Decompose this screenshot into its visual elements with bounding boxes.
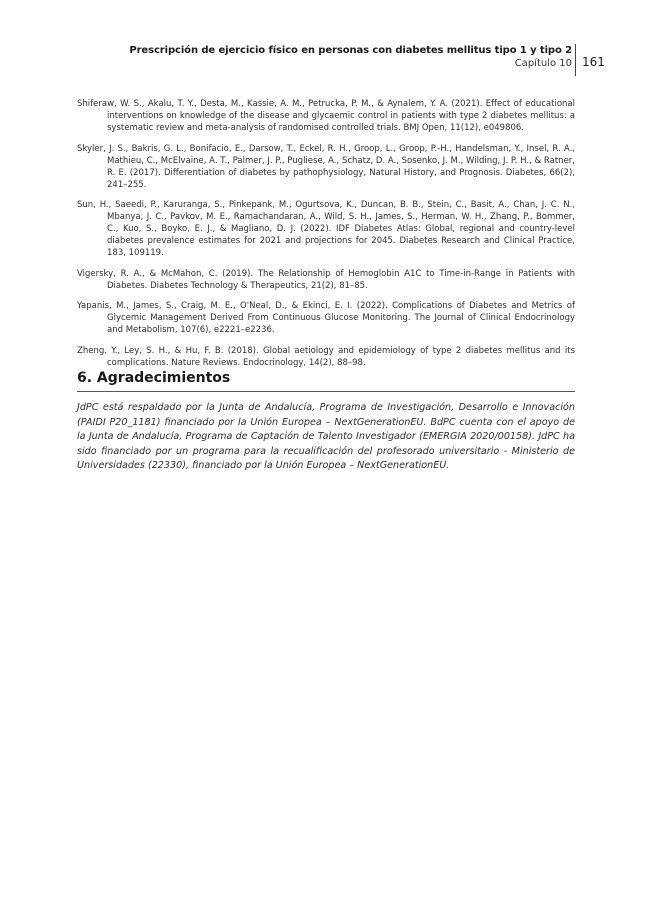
running-header-chapter: Capítulo 10 — [514, 58, 572, 69]
reference-list — [77, 98, 575, 375]
acknowledgements-paragraph: JdPC está respaldado por la Junta de Andalucía, Programa de Investigación, Desarrollo e Innovación (PAIDI P20_1181) financiado por la Unión Europea – NextGenerationEU. BdPC cuenta con el apoyo de la Junta de Andalucía, Programa de Captación de Talento Investigador (EMERGIA 2020/00158). JdPC ha sido financiado por un programa para la recualificación del profesorado universitario - Ministerio de Universidades (22330), financiado por la Unión Europea – NextGenerationEU. — [77, 402, 575, 471]
reference-entry: Yapanis, M., James, S., Craig, M. E., O'Neal, D., & Ekinci, E. I. (2022). Complications of Diabetes and Metrics of Glycemic Management Derived From Continuous Glucose Monitoring. The Journal of Clinical Endocrinology and Metabolism, 107(6), e2221–e2236. — [77, 301, 575, 335]
running-header-title: Prescripción de ejercicio físico en personas con diabetes mellitus tipo 1 y tipo 2 — [129, 45, 572, 56]
reference-entry: Vigersky, R. A., & McMahon, C. (2019). The Relationship of Hemoglobin A1C to Time-in-Range in Patients with Diabetes. Diabetes Technology & Therapeutics, 21(2), 81–85. — [77, 268, 575, 291]
reference-entry: Sun, H., Saeedi, P., Karuranga, S., Pinkepank, M., Ogurtsova, K., Duncan, B. B., Stein, C., Basit, A., Chan, J. C. N., Mbanya, J. C., Pavkov, M. E., Ramachandaran, A., Wild, S. H., James, S., Herman, W. H., Zhang, P., Bommer, C., Kuo, S., Boyko, E. J., & Magliano, D. J. (2022). IDF Diabetes Atlas: Global, regional and country-level diabetes prevalence estimates for 2021 and projections for 2045. Diabetes Research and Clinical Practice, 183, 109119. — [77, 200, 575, 258]
running-header — [129, 45, 572, 69]
reference-entry: Skyler, J. S., Bakris, G. L., Bonifacio, E., Darsow, T., Eckel, R. H., Groop, L., Groop, P.-H., Handelsman, Y., Insel, R. A., Mathieu, C., McElvaine, A. T., Palmer, J. P., Pugliese, A., Schatz, D. A., Sosenko, J. M., Wilding, J. P. H., & Ratner, R. E. (2017). Differentiation of diabetes by pathophysiology, Natural History, and Prognosis. Diabetes, 66(2), 241–255. — [77, 143, 575, 190]
reference-entry: Zheng, Y., Ley, S. H., & Hu, F. B. (2018). Global aetiology and epidemiology of type 2 diabetes mellitus and its complications. Nature Reviews. Endocrinology, 14(2), 88–98. — [77, 345, 575, 368]
section-heading: 6. Agradecimientos — [77, 370, 575, 392]
header-divider — [575, 44, 576, 76]
page-number: 161 — [582, 55, 605, 69]
reference-entry: Shiferaw, W. S., Akalu, T. Y., Desta, M., Kassie, A. M., Petrucka, P. M., & Aynalem, Y. A. (2021). Effect of educational interventions on knowledge of the disease and glycaemic control in patients with type 2 diabetes mellitus: a systematic review and meta-analysis of randomised controlled trials. BMJ Open, 11(12), e049806. — [77, 99, 575, 133]
